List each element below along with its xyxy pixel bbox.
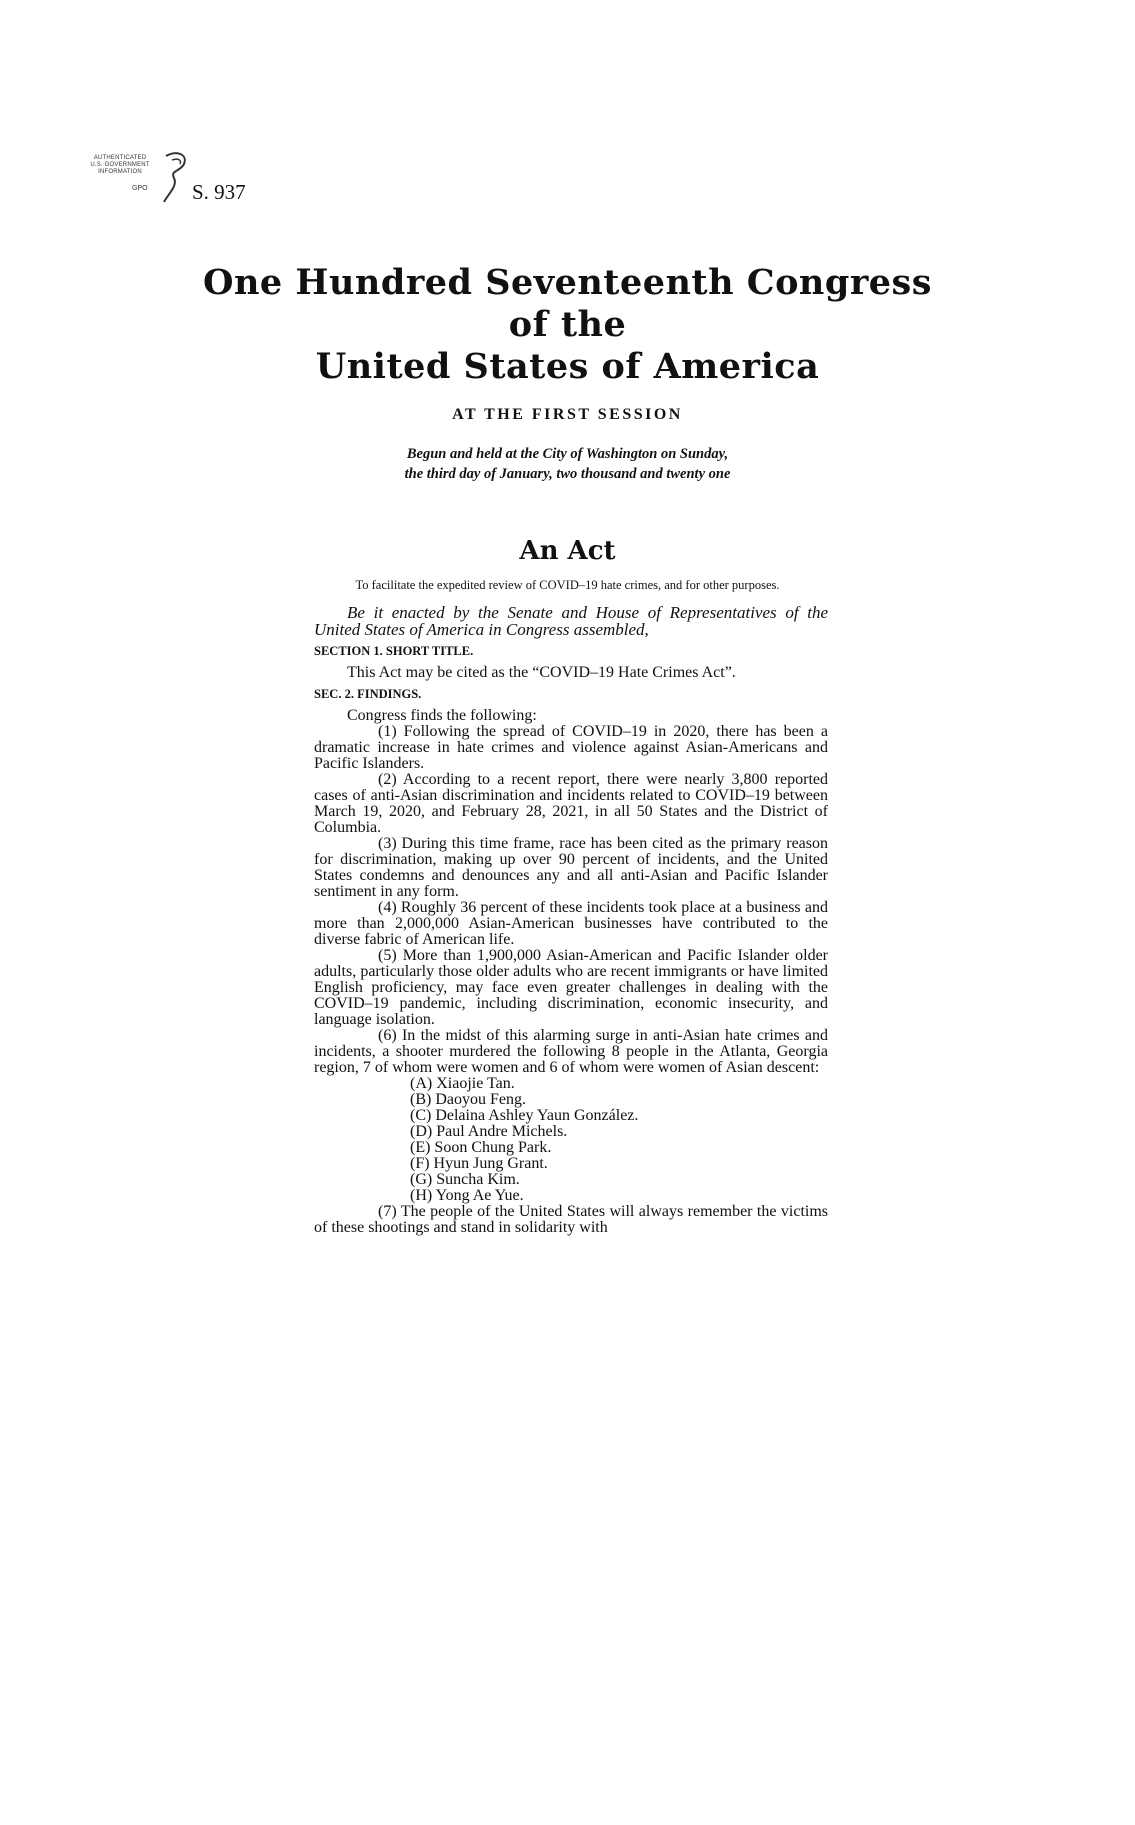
finding-7: (7) The people of the United States will always remember the victims of these shootings and stand in solidarity with [314, 1203, 828, 1236]
finding-3: (3) During this time frame, race has been cited as the primary reason for discrimination, making up over 90 percent of incidents, and the United States condemns and denounces any and all anti-Asian and Pacific Islander sentiment in any form. [314, 835, 828, 900]
act-purpose: To facilitate the expedited review of COVID–19 hate crimes, and for other purposes. [355, 578, 780, 592]
begun-statement: Begun and held at the City of Washington on Sunday, the third day of January, two thousand and twenty one [404, 446, 731, 482]
victim-item: (C) Delaina Ashley Yaun González. [410, 1107, 639, 1124]
victim-item: (G) Suncha Kim. [410, 1171, 520, 1188]
eagle-logo-icon [162, 150, 190, 206]
victim-item: (A) Xiaojie Tan. [410, 1075, 515, 1092]
congress-title-line2: of the [508, 304, 627, 345]
section-2-heading: SEC. 2. FINDINGS. [314, 687, 422, 701]
finding-5: (5) More than 1,900,000 Asian-American and Pacific Islander older adults, particularly those older adults who are recent immigrants or have limited English proficiency, may face even greater challenges in dealing with the COVID–19 pandemic, including discrimination, economic insecurity, and language isolation. [314, 947, 828, 1028]
victim-item: (E) Soon Chung Park. [410, 1139, 552, 1156]
victim-item: (B) Daoyou Feng. [410, 1091, 526, 1108]
gpo-authentication-seal [78, 150, 190, 212]
seal-text: AUTHENTICATED U.S. GOVERNMENT INFORMATION [90, 155, 150, 175]
section-1-text: This Act may be cited as the “COVID–19 Hate Crimes Act”. [347, 664, 736, 681]
section-1-heading: SECTION 1. SHORT TITLE. [314, 644, 474, 658]
enacting-clause: Be it enacted by the Senate and House of Representatives of the United States of America in Congress assembled, [314, 603, 828, 639]
session-heading: AT THE FIRST SESSION [452, 406, 683, 423]
section-2-intro: Congress finds the following: [347, 707, 537, 724]
congress-title-line3: United States of America [315, 346, 820, 387]
victim-item: (H) Yong Ae Yue. [410, 1187, 524, 1204]
finding-6: (6) In the midst of this alarming surge in anti-Asian hate crimes and incidents, a shooter murdered the following 8 people in the Atlanta, Georgia region, 7 of whom were women and 6 of whom were women of Asian descent: [314, 1027, 828, 1076]
victim-item: (F) Hyun Jung Grant. [410, 1155, 548, 1172]
finding-2: (2) According to a recent report, there were nearly 3,800 reported cases of anti-Asian discrimination and incidents related to COVID–19 between March 19, 2020, and February 28, 2021, in all 50 States and the District of Columbia. [314, 771, 828, 836]
finding-1: (1) Following the spread of COVID–19 in 2020, there has been a dramatic increase in hate crimes and violence against Asian-Americans and Pacific Islanders. [314, 723, 828, 772]
bill-body [314, 604, 828, 1236]
victims-list [314, 1076, 828, 1204]
seal-gpo-label: GPO [132, 185, 148, 192]
act-title: An Act [519, 536, 616, 566]
finding-4: (4) Roughly 36 percent of these incidents took place at a business and more than 2,000,000 Asian-American businesses have contributed to the diverse fabric of American life. [314, 899, 828, 948]
congress-title-line1: One Hundred Seventeenth Congress [203, 262, 932, 303]
victim-item: (D) Paul Andre Michels. [410, 1123, 568, 1140]
bill-number: S. 937 [192, 180, 246, 204]
